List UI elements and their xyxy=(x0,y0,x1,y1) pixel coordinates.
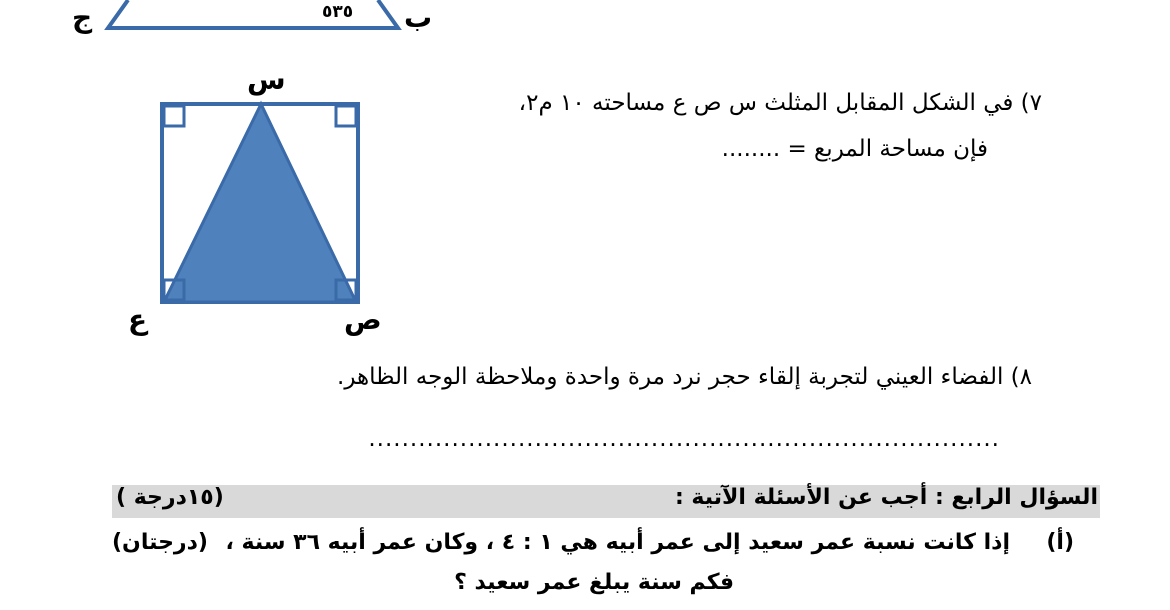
right-angle-marker-top-right xyxy=(336,106,356,126)
triangle-bottom-edge xyxy=(108,0,398,28)
q7-line2: فإن مساحة المربع = ........ xyxy=(721,136,988,162)
fig2-vertex-bottom-left: ع xyxy=(128,303,148,336)
q7-line1: ٧) في الشكل المقابل المثلث س ص ع مساحته ١٠ م٢، xyxy=(518,90,1042,116)
fig2-vertex-bottom-right: ص xyxy=(344,303,382,336)
fig1-vertex-right: ب xyxy=(404,1,433,34)
section4-title: السؤال الرابع : أجب عن الأسئلة الآتية : xyxy=(674,485,1098,510)
right-angle-marker-top-left xyxy=(164,106,184,126)
q8-line1: ٨) الفضاء العيني لتجربة إلقاء حجر نرد مرة واحدة وملاحظة الوجه الظاهر. xyxy=(337,364,1032,390)
q8-answer-dots: ............................................................................ xyxy=(368,426,1000,452)
qa-line1: إذا كانت نسبة عمر سعيد إلى عمر أبيه هي ١ : ٤ ، وكان عمر أبيه ٣٦ سنة ، xyxy=(225,530,1010,555)
qa-line2: فكم سنة يبلغ عمر سعيد ؟ xyxy=(454,570,734,595)
qa-label: (أ) xyxy=(1046,530,1074,555)
inscribed-triangle xyxy=(164,104,356,302)
fig1-angle-label: ٥٣٥ xyxy=(322,2,354,22)
qa-marks: (درجتان) xyxy=(112,530,208,555)
fig2-vertex-top: س xyxy=(247,63,286,96)
fig1-vertex-left: ج xyxy=(72,1,93,34)
section4-marks: (١٥درجة ) xyxy=(116,485,224,510)
